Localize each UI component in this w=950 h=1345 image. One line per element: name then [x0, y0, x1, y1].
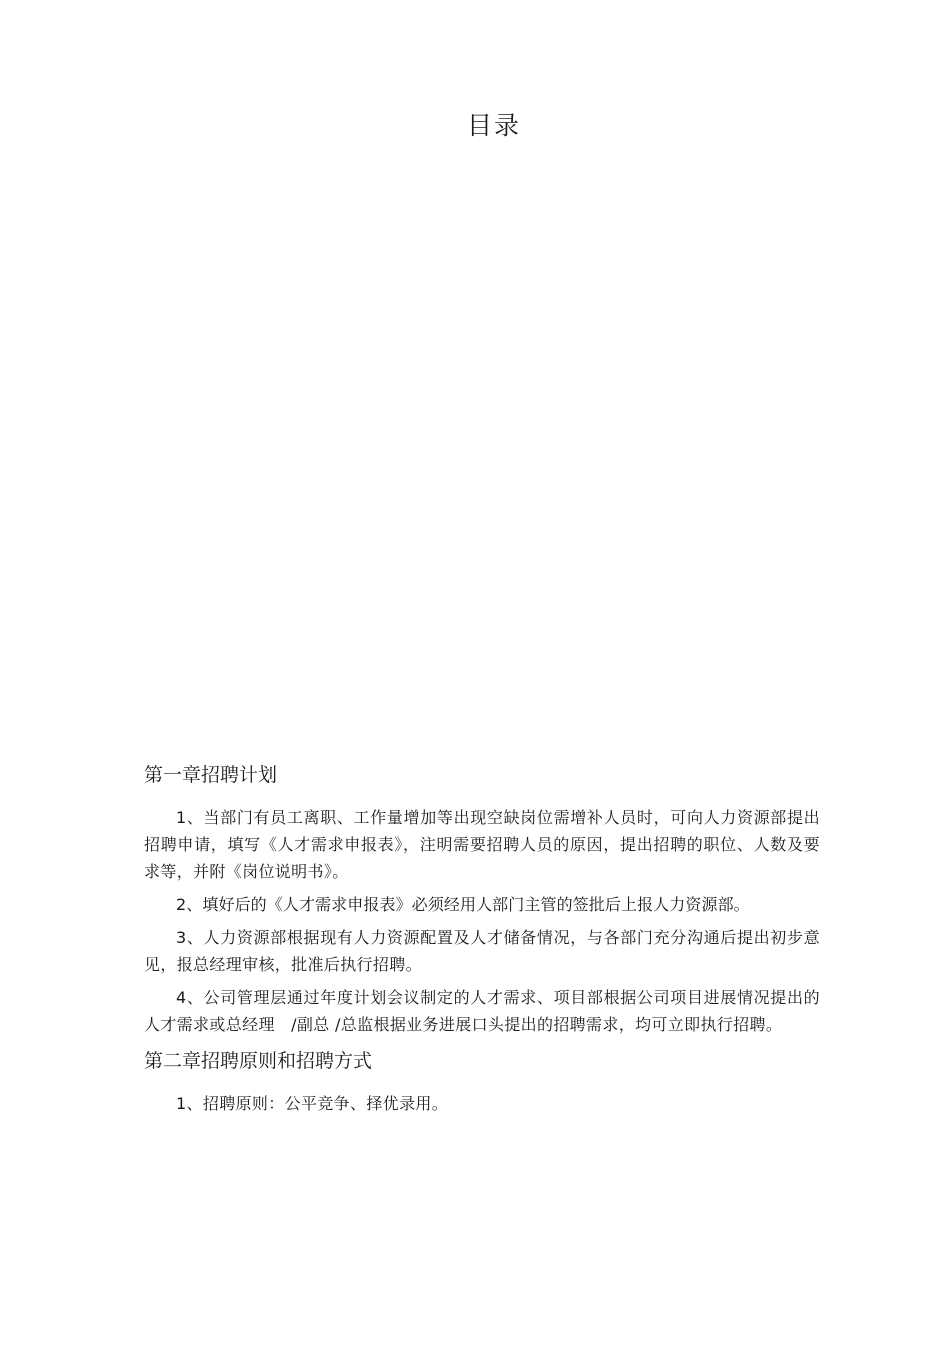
paragraph: 4、公司管理层通过年度计划会议制定的人才需求、项目部根据公司项目进展情况提出的人才需求或总经理 /副总 /总监根据业务进展口头提出的招聘需求，均可立即执行招聘。: [144, 988, 820, 1034]
paragraph: 3、人力资源部根据现有人力资源配置及人才储备情况，与各部门充分沟通后提出初步意见，报总经理审核，批准后执行招聘。: [144, 928, 820, 974]
paragraph: 2、填好后的《人才需求申报表》必须经用人部门主管的签批后上报人力资源部。: [176, 895, 750, 914]
chapter-1: [144, 758, 820, 1038]
chapter-2: [144, 1044, 820, 1117]
paragraph: 1、当部门有员工离职、工作量增加等出现空缺岗位需增补人员时，可向人力资源部提出招聘申请，填写《人才需求申报表》，注明需要招聘人员的原因，提出招聘的职位、人数及要求等，并附《岗位说明书》。: [144, 808, 820, 881]
document-body: [144, 758, 820, 1123]
chapter-heading: 第一章招聘计划: [144, 764, 278, 786]
chapter-heading: 第二章招聘原则和招聘方式: [144, 1050, 373, 1072]
paragraph: 1、招聘原则：公平竞争、择优录用。: [176, 1094, 449, 1113]
toc-title: 目录: [466, 111, 521, 140]
